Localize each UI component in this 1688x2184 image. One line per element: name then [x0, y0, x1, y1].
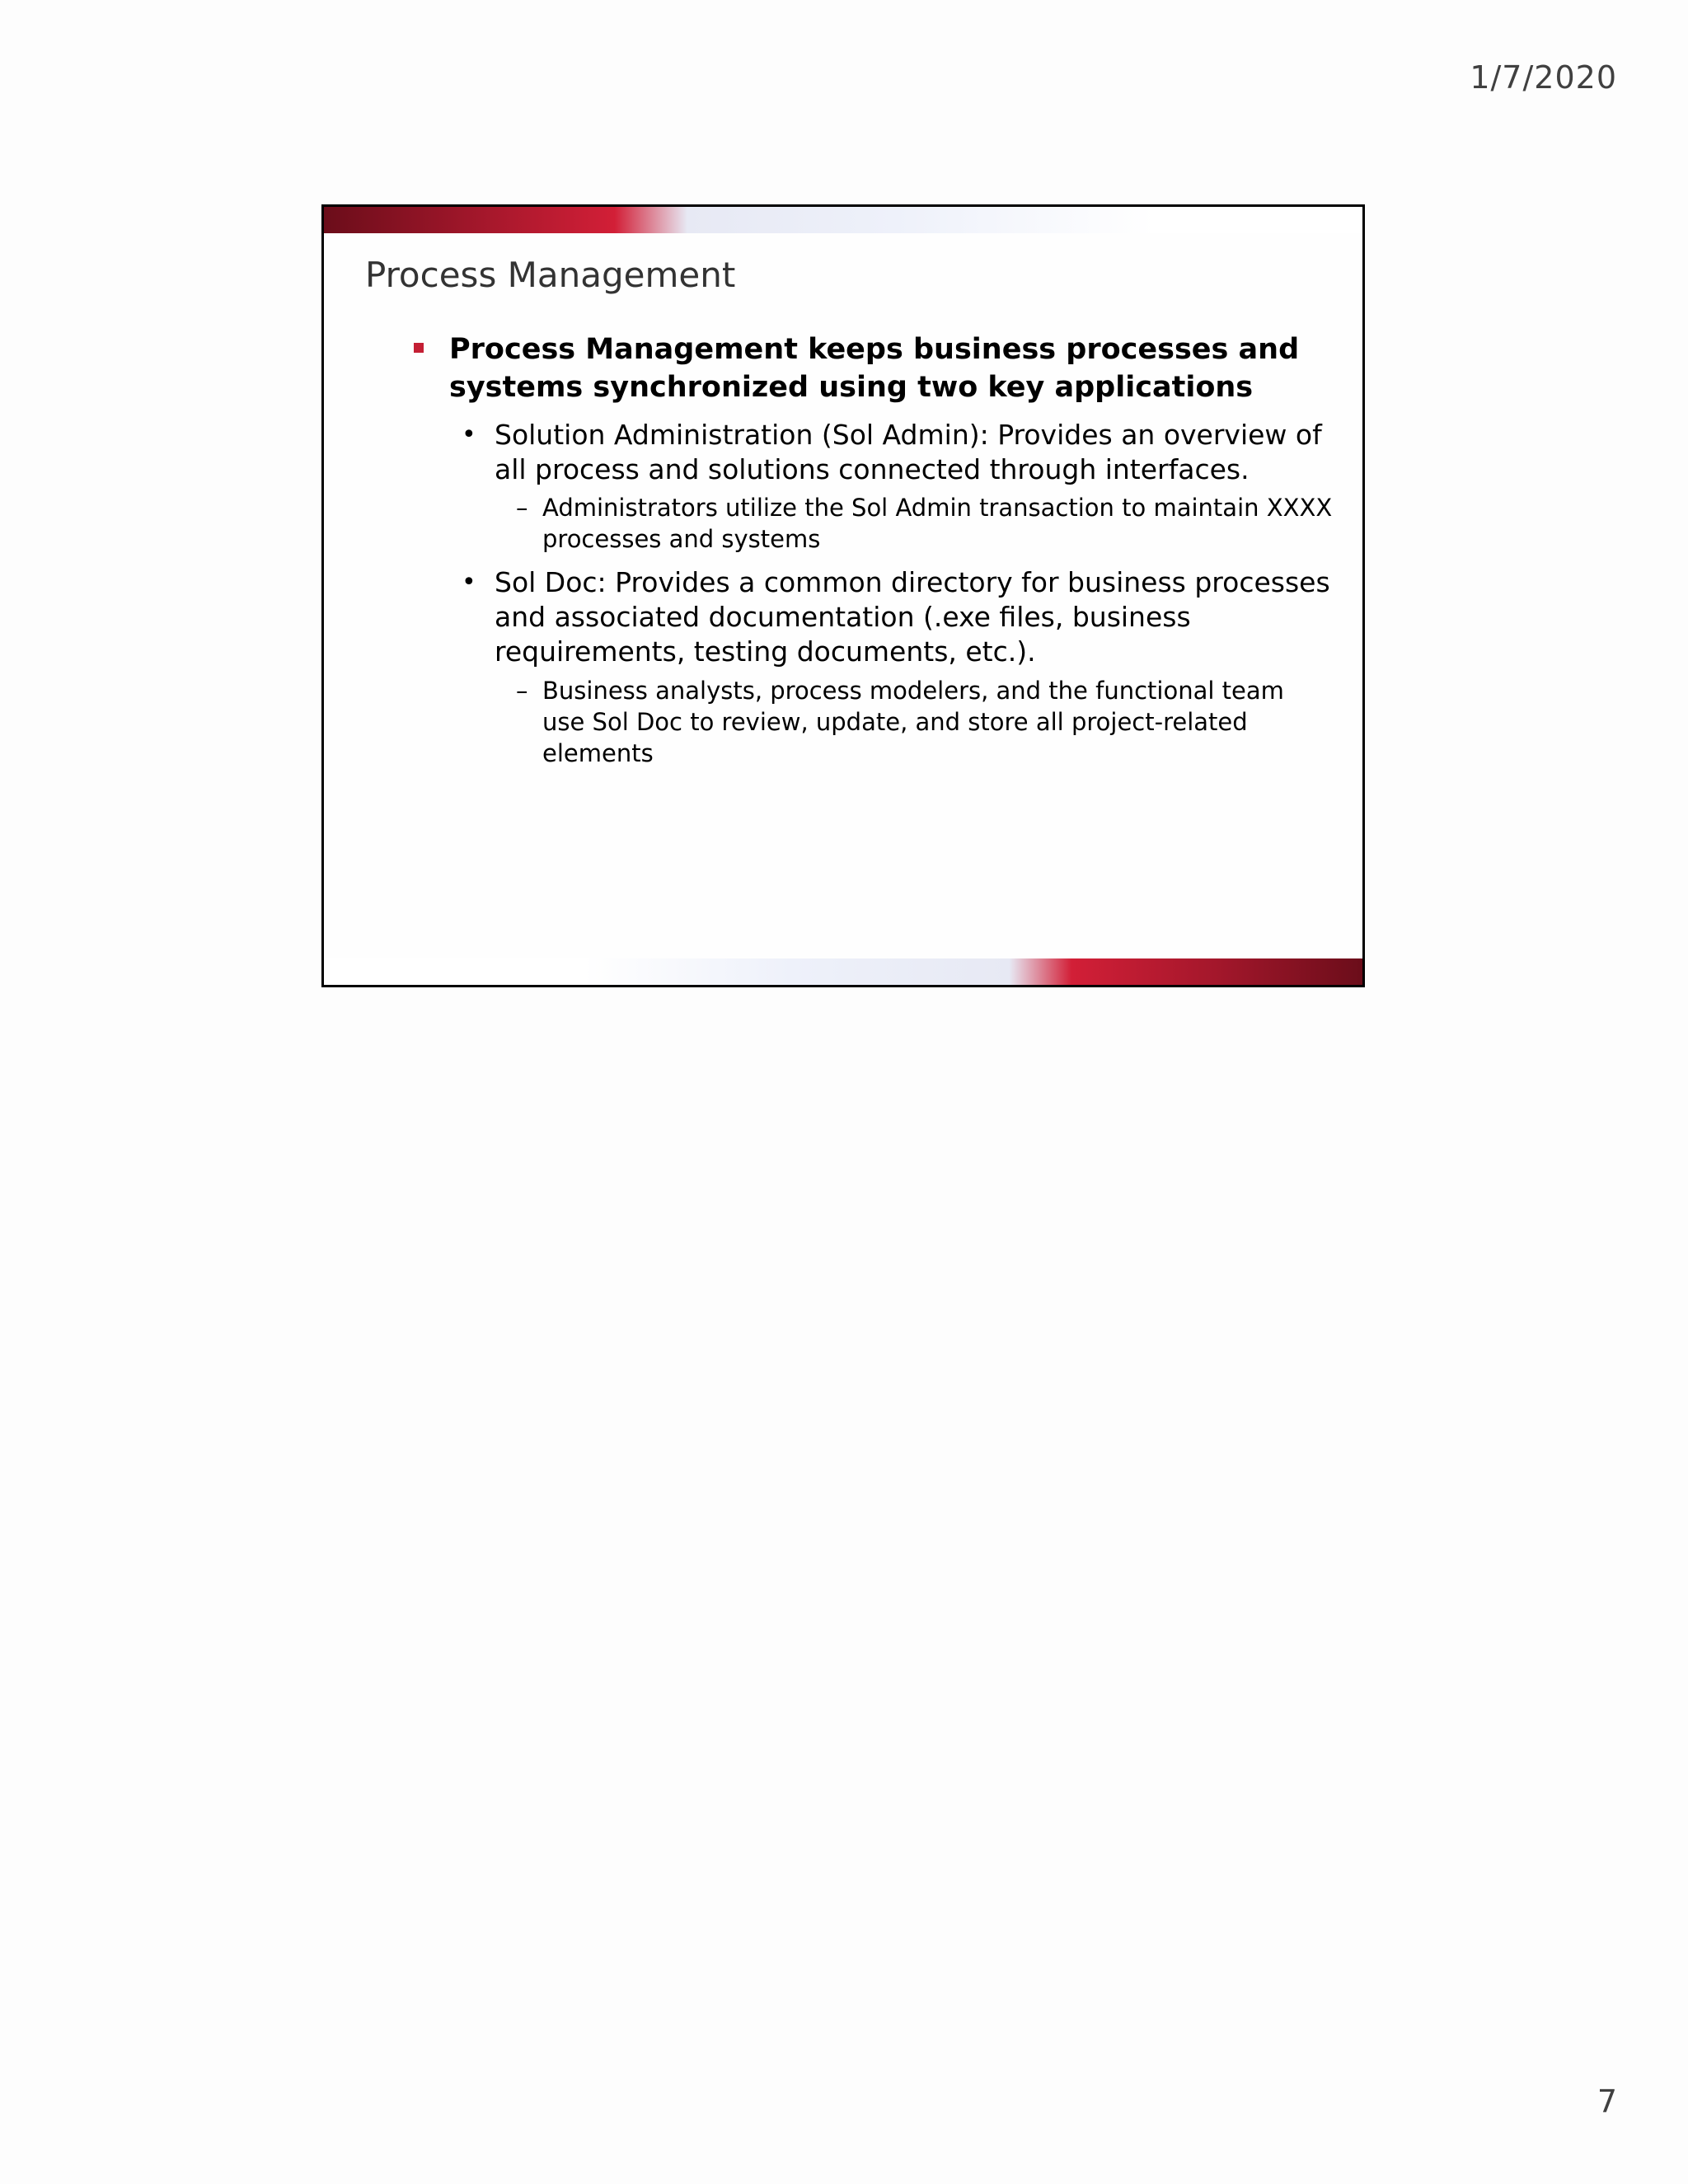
page-date: 1/7/2020: [1470, 59, 1617, 96]
sub-bullet-sol-doc: [462, 565, 1335, 669]
slide-title: Process Management: [365, 255, 736, 295]
detail-bullet-sol-admin: [516, 492, 1334, 555]
slide-thumbnail: [321, 204, 1365, 987]
main-bullet-text: Process Management keeps business processes and systems synchronized using two key applications: [449, 333, 1300, 404]
sub-bullet-sol-admin: [462, 418, 1335, 487]
detail-bullet-sol-doc: [516, 675, 1334, 769]
dash-bullet-icon: –: [516, 677, 528, 705]
dash-bullet-icon: –: [516, 494, 528, 522]
sub-bullet-text: Sol Doc: Provides a common directory for business processes and associated documentation (.exe files, business requirements, testing documents, etc.).: [495, 566, 1330, 668]
sub-bullet-text: Solution Administration (Sol Admin): Provides an overview of all process and solutions connected through interfaces.: [495, 419, 1322, 485]
page-number: 7: [1597, 2083, 1617, 2120]
detail-bullet-text: Business analysts, process modelers, and the functional team use Sol Doc to review, update, and store all project-related elements: [542, 677, 1284, 767]
dot-bullet-icon: •: [462, 568, 476, 597]
dot-bullet-icon: •: [462, 420, 476, 449]
top-decorative-band: [324, 207, 1362, 233]
square-bullet-icon: [414, 343, 424, 353]
main-bullet: [449, 330, 1339, 406]
detail-bullet-text: Administrators utilize the Sol Admin transaction to maintain XXXX processes and systems: [542, 494, 1333, 553]
bottom-decorative-band: [324, 958, 1362, 985]
